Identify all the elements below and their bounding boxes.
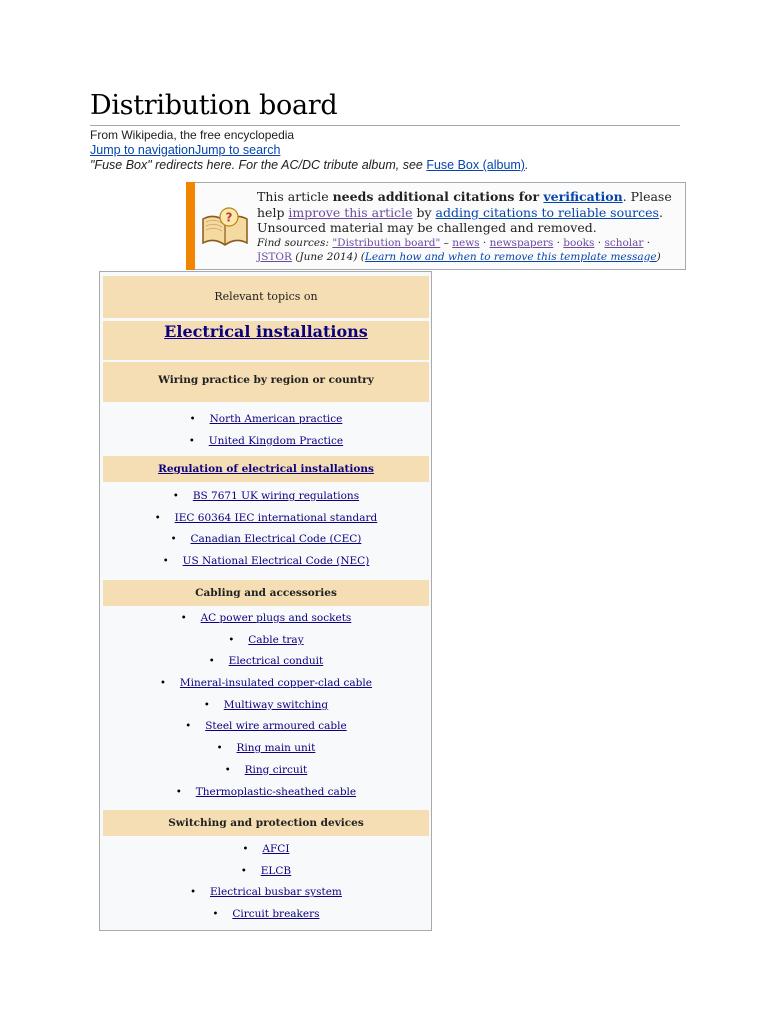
page-title: Distribution board [90,90,338,121]
item-link[interactable]: US National Electrical Code (NEC) [182,555,370,568]
scholar-link[interactable]: scholar [604,236,644,249]
list-item[interactable] [103,861,429,883]
item-link[interactable]: North American practice [209,413,343,425]
news-link[interactable]: news [452,236,480,249]
item-link[interactable]: Steel wire armoured cable [205,720,347,733]
item-link[interactable]: Mineral-insulated copper-clad cable [179,677,372,690]
group1-list [103,409,429,452]
find-sources-line [257,236,677,264]
bullet-icon: • [162,556,169,568]
notice-t2: needs additional citations for [332,189,544,204]
sidebar-pretitle: Relevant topics on [103,276,429,318]
sidebar-title [103,321,429,360]
sep: · [553,236,564,249]
date-text: (June 2014) ( [291,250,365,263]
item-link[interactable]: Electrical busbar system [210,886,342,899]
list-item[interactable] [103,760,429,782]
item-link[interactable]: Ring circuit [244,763,308,776]
item-link[interactable]: AFCI [262,843,290,855]
list-item[interactable] [103,738,429,760]
group4-list [103,839,429,926]
title-divider [90,125,680,126]
hatnote-end: . [524,158,529,172]
list-item[interactable] [103,551,429,573]
notice-t6: by [412,204,436,220]
bullet-icon: • [224,764,231,776]
bullet-icon: • [203,699,210,711]
list-item[interactable] [103,904,429,926]
find-sources-label: Find sources: [257,236,333,249]
list-item[interactable] [103,716,429,738]
list-item[interactable] [103,651,429,673]
bullet-icon: • [228,634,235,646]
bullet-icon: • [190,887,197,899]
adding-citations-link[interactable]: adding citations to reliable sources [435,204,659,220]
item-link[interactable]: Electrical conduit [228,655,324,668]
close-paren: ) [656,250,661,263]
group-regulation [103,456,429,482]
list-item[interactable] [103,409,429,431]
item-link[interactable]: BS 7671 UK wiring regulations [192,490,360,502]
sep: · [643,236,651,249]
item-link[interactable]: AC power plugs and sockets [200,612,352,624]
item-link[interactable]: IEC 60364 IEC international standard [174,511,378,524]
bullet-icon: • [242,844,249,855]
list-item[interactable] [103,695,429,717]
notice-text [257,189,677,264]
bullet-icon: • [160,678,166,690]
books-link[interactable]: books [563,236,595,249]
list-item[interactable] [103,782,429,804]
item-link[interactable]: ELCB [260,864,292,877]
list-item[interactable] [103,431,429,453]
bullet-icon: • [175,786,182,798]
list-item[interactable] [103,608,429,630]
item-link[interactable]: Ring main unit [236,742,316,755]
regulation-link[interactable]: Regulation of electrical installations [158,463,374,475]
bullet-icon: • [172,491,179,502]
jump-to-navigation-link[interactable]: Jump to navigation [90,143,195,157]
list-item[interactable] [103,673,429,695]
group-switching: Switching and protection devices [103,810,429,836]
group3-list [103,608,429,803]
item-link[interactable]: Canadian Electrical Code (CEC) [190,533,362,546]
group2-list [103,486,429,573]
sep: · [479,236,490,249]
list-item[interactable] [103,630,429,652]
bullet-icon: • [212,909,219,921]
bullet-icon: • [240,865,247,877]
verification-link[interactable]: verification [543,189,623,204]
list-item[interactable] [103,508,429,530]
list-item[interactable] [103,529,429,551]
question-book-icon [200,205,250,249]
bullet-icon: • [189,414,196,425]
list-item[interactable] [103,839,429,861]
dash: – [440,236,453,249]
list-item[interactable] [103,486,429,508]
list-item[interactable] [103,882,429,904]
bullet-icon: • [180,613,187,624]
bullet-icon: • [170,534,177,546]
hatnote [90,158,528,172]
find-query-link[interactable]: "Distribution board" [332,236,441,249]
svg-text:?: ? [225,210,233,225]
fuse-box-album-link[interactable]: Fuse Box (album) [426,158,525,172]
improve-article-link[interactable]: improve this article [288,204,413,220]
item-link[interactable]: Cable tray [248,633,304,646]
notice-t8: . Unsourced material may be challenged and removed. [257,204,663,235]
hatnote-text: "Fuse Box" redirects here. For the AC/DC tribute album, see [90,158,427,172]
electrical-installations-link[interactable]: Electrical installations [164,322,368,341]
bullet-icon: • [185,721,192,733]
item-link[interactable]: Thermoplastic-sheathed cable [195,785,357,798]
bullet-icon: • [208,656,215,668]
jstor-link[interactable]: JSTOR [257,250,292,263]
bullet-icon: • [154,512,161,524]
newspapers-link[interactable]: newspapers [489,236,554,249]
jump-links [90,143,280,157]
notice-t1: This article [257,189,333,204]
notice-accent-bar [186,182,195,270]
item-link[interactable]: United Kingdom Practice [208,434,344,447]
sep: · [594,236,605,249]
item-link[interactable]: Circuit breakers [232,908,320,921]
learn-remove-link[interactable]: Learn how and when to remove this template message [364,250,657,263]
tagline: From Wikipedia, the free encyclopedia [90,128,295,142]
group-cabling: Cabling and accessories [103,580,429,606]
jump-to-search-link[interactable]: Jump to search [194,143,281,157]
notice-t4: . Please help [257,189,672,220]
bullet-icon: • [216,743,223,755]
item-link[interactable]: Multiway switching [223,698,329,711]
bullet-icon: • [188,435,195,447]
group-wiring-practice: Wiring practice by region or country [103,362,429,402]
